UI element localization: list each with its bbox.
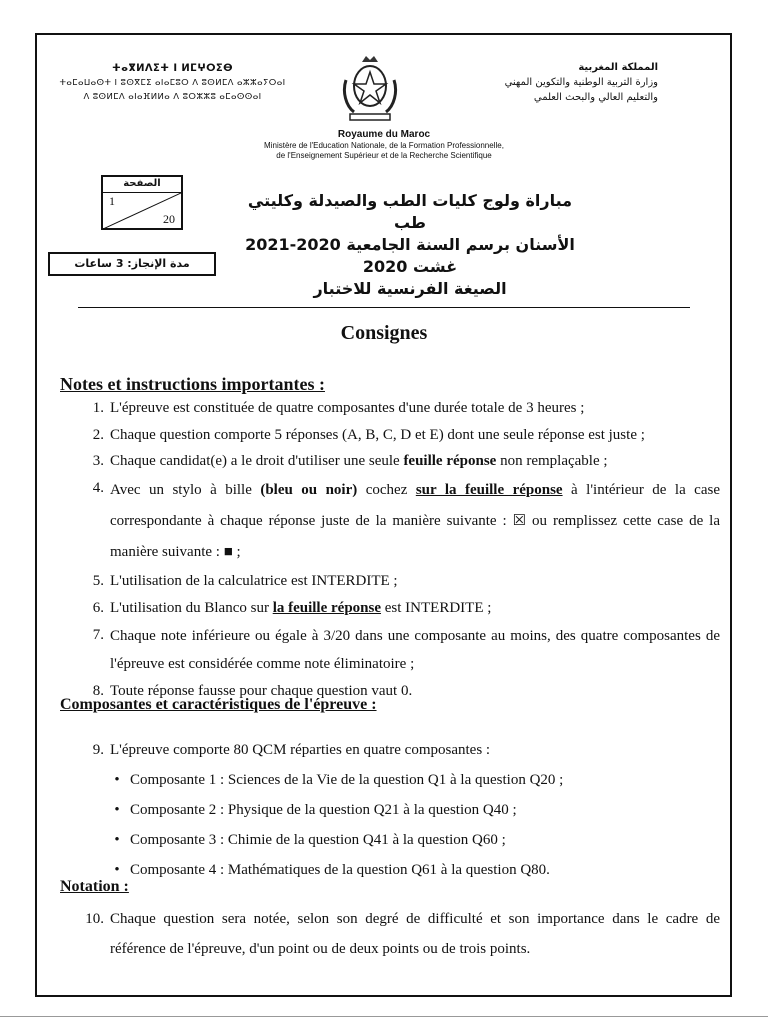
list-item: 7. Chaque note inférieure ou égale à 3/20 dans une composante au moins, des quatre composantes de l'épreuve est considérée comme note éliminatoire ; [92,626,720,672]
page-total: 20 [163,212,175,226]
divider [78,307,690,308]
list-item: • Composante 1 : Sciences de la Vie de la question Q1 à la question Q20 ; [114,772,564,788]
list-item: 1. L'épreuve est constituée de quatre composantes d'une durée totale de 3 heures ; [92,400,585,416]
page-number-box [101,175,183,230]
list-item: • Composante 2 : Physique de la question Q21 à la question Q40 ; [114,802,517,818]
list-item: 9. L'épreuve comporte 80 QCM réparties en quatre composantes : [92,742,491,758]
list-item: 8. Toute réponse fausse pour chaque question vaut 0. [92,682,413,699]
components-heading: Composantes et caractéristiques de l'épreuve : [60,696,377,713]
notation-heading: Notation : [60,878,129,895]
tifinagh-ministry-header: ⵜⴰⴳⵍⴷⵉⵜ ⵏ ⵍⵎⵖⵔⵉⴱ ⵜⴰⵎⴰⵡⴰⵙⵜ ⵏ ⵓⵙⴳⵎⵉ ⴰⵏⴰⵎⵓⵔ ⴷ ⵓⵙⵍⵎⴷ ⴰⵣⵣⴰⵢⵔⴰⵏ ⴷ ⵓⵙⵍⵎⴷ ⴰⵏⴰⴼⵍⵍⴰ ⴷ ⵓⵔⵣⵣⵓ ⴰⵎⴰⵙⵙⴰⵏ [59,63,286,102]
notation-list [70,904,720,964]
royal-emblem-icon [340,52,400,124]
list-item: 2. Chaque question comporte 5 réponses (A, B, C, D et E) dont une seule réponse est juste ; [92,426,645,443]
notes-list [70,395,720,704]
page-label: الصفحة [103,177,181,193]
list-item: 3. Chaque candidat(e) a le droit d'utiliser une seule feuille réponse non remplaçable ; [92,453,608,470]
kingdom-header: Royaume du Maroc Ministère de l'Education Nationale, de la Formation Professionnelle, de l'Enseignement Supérieur et de la Recherche Scientifique [264,129,504,160]
list-item: • Composante 3 : Chimie de la question Q41 à la question Q60 ; [114,832,506,848]
components-list [70,735,720,885]
list-item: 4. Avec un stylo à bille (bleu ou noir) cochez sur la feuille réponse à l'intérieur de la case correspondante à chaque réponse juste de la manière suivante : ☒ ou remplissez cette case de la manière suivante : ■ ; [92,480,720,561]
list-item: 5. L'utilisation de la calculatrice est INTERDITE ; [92,573,398,590]
page-title: Consignes [340,322,428,344]
duration-box: مدة الإنجاز: 3 ساعات [48,252,216,276]
arabic-ministry-header: المملكة المغربية وزارة التربية الوطنية والتكوين المهني والتعليم العالي والبحث العلمي [504,62,658,103]
exam-title-arabic: مباراة ولوج كليات الطب والصيدلة وكليتي طب الأسنان برسم السنة الجامعية 2020-2021 غشت 2020 الصيغة الفرنسية للاختبار [245,191,575,298]
list-item: 6. L'utilisation du Blanco sur la feuille réponse est INTERDITE ; [92,599,492,616]
list-item: • Composante 4 : Mathématiques de la question Q61 à la question Q80. [114,862,550,878]
list-item: 10. Chaque question sera notée, selon son degré de difficulté et son importance dans le cadre de référence de l'épreuve, d'un point ou de deux points ou de trois points. [85,911,720,957]
page-number: 1 [109,194,115,208]
notes-heading: Notes et instructions importantes : [60,374,325,394]
page-edge-line [0,1016,768,1017]
